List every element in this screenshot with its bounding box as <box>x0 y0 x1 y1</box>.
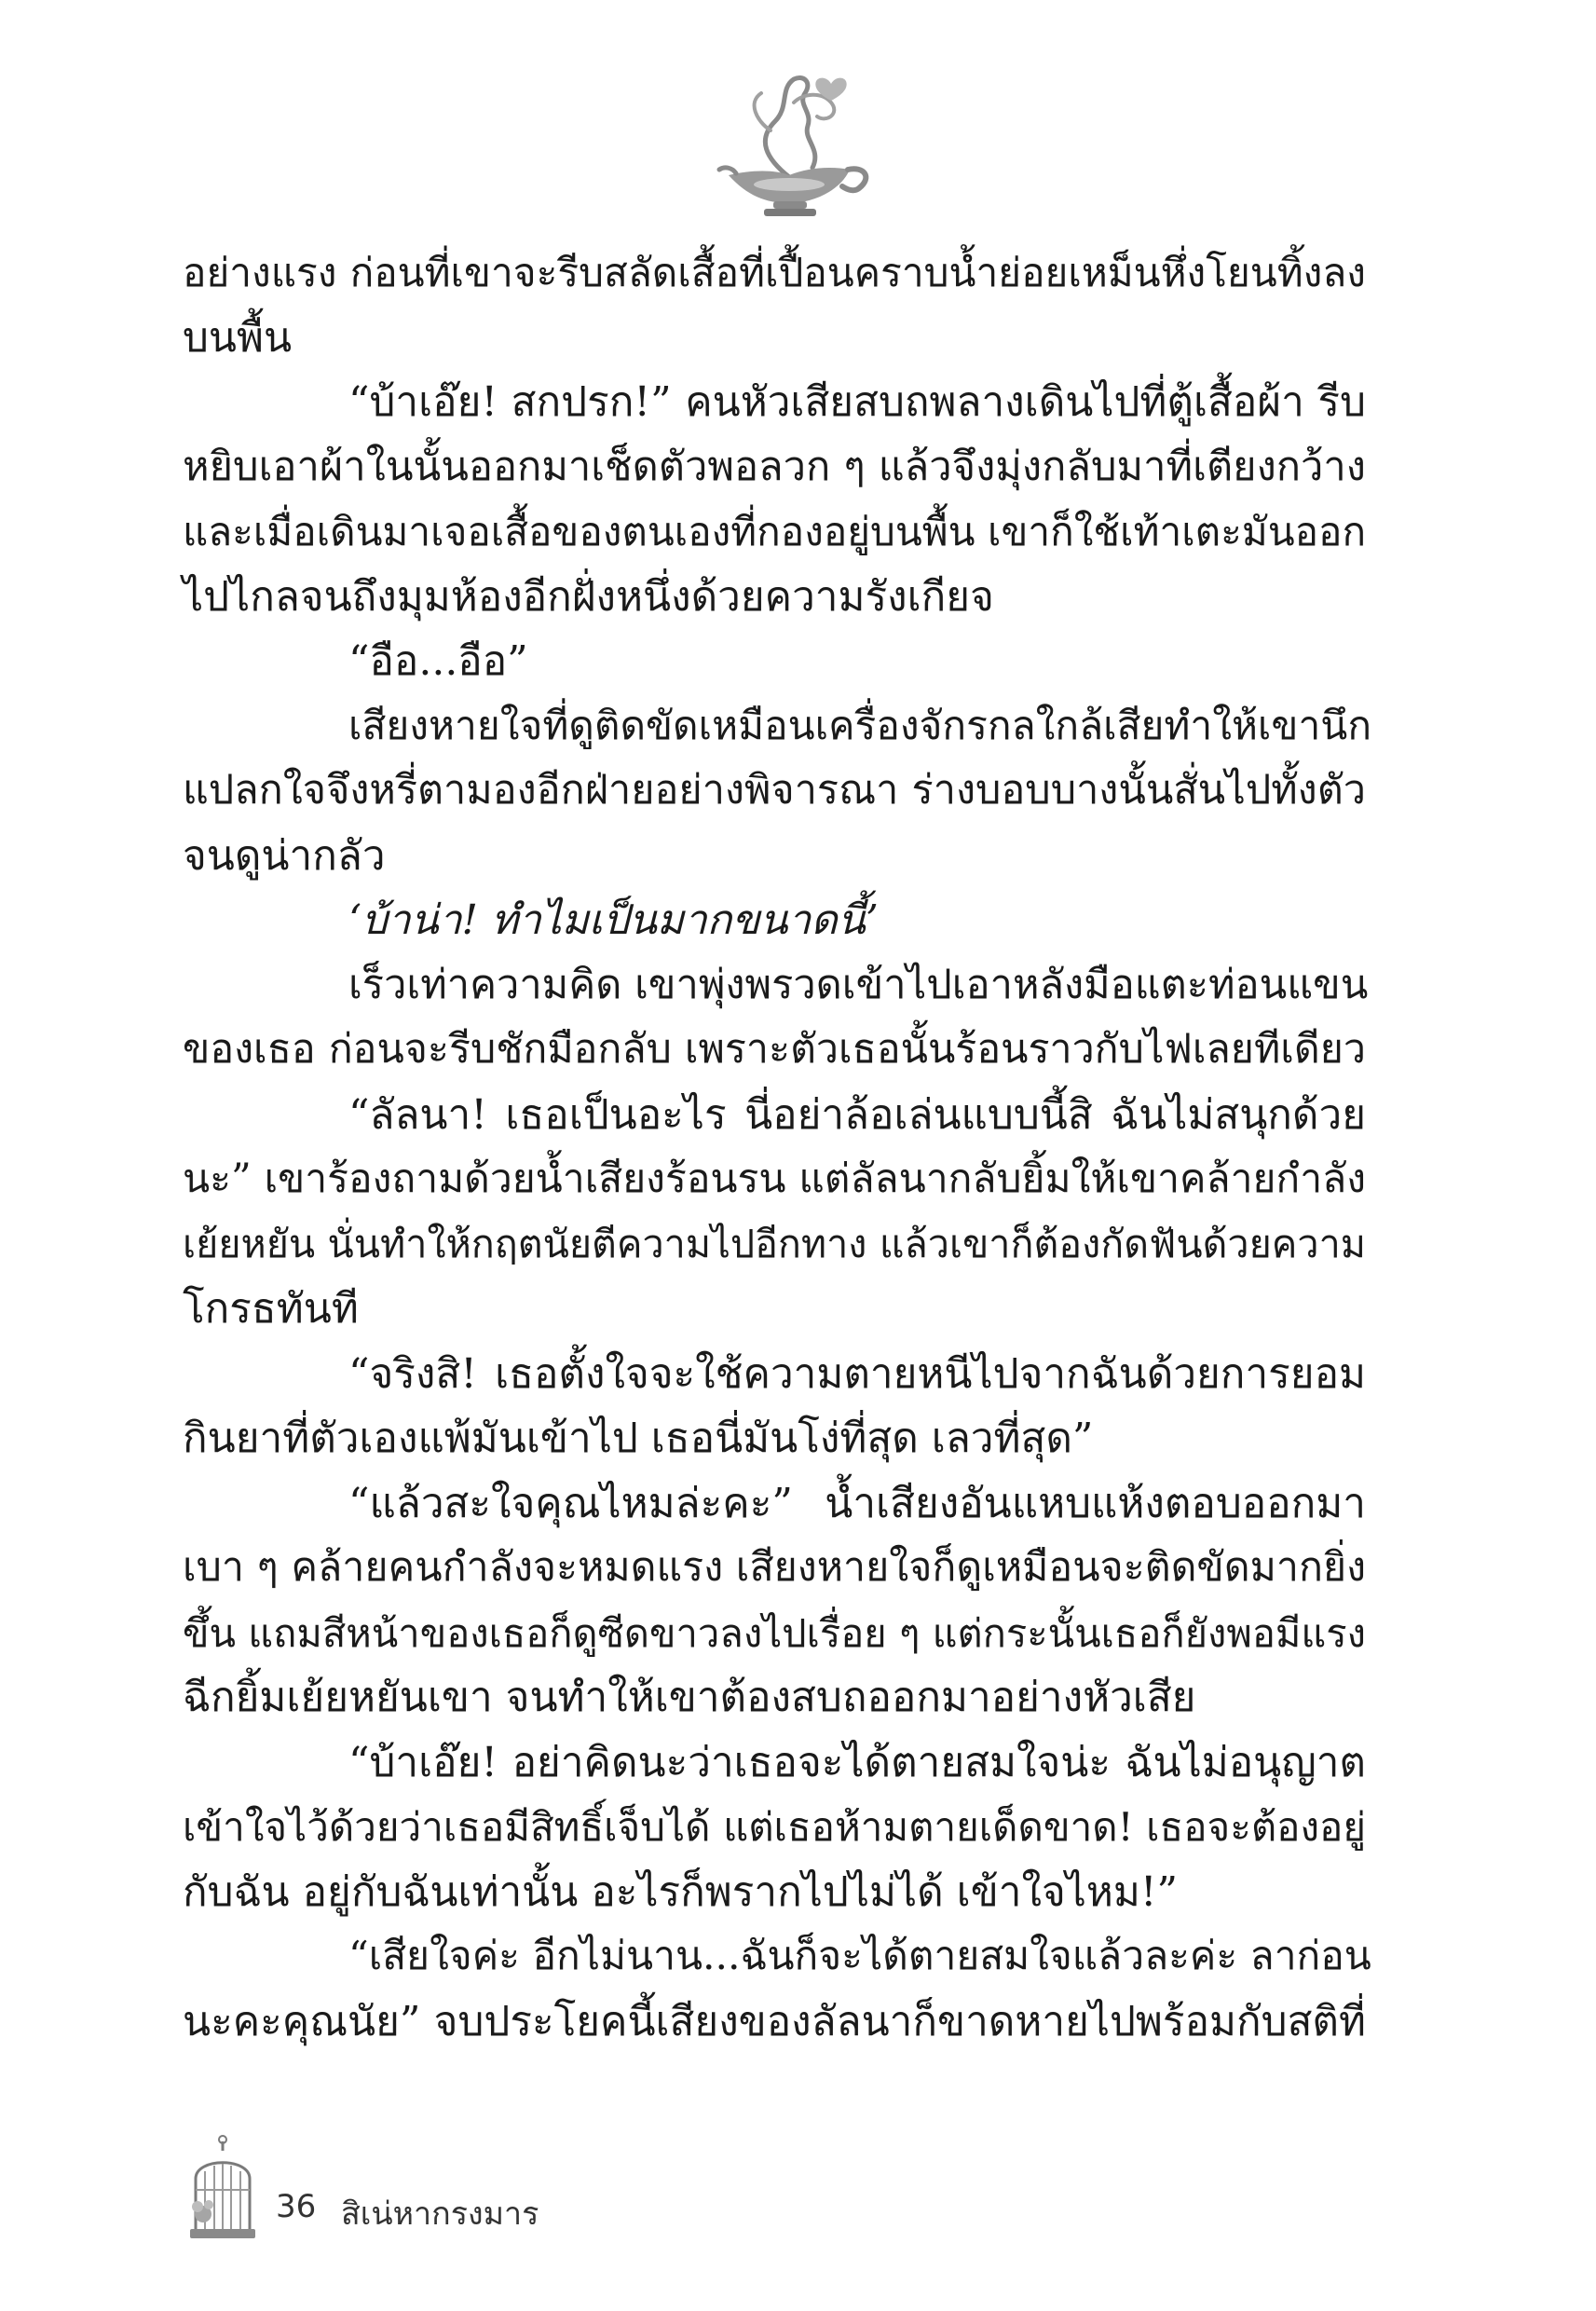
text-line: โกรธทันที <box>183 1285 359 1333</box>
text-line: นะ” เขาร้องถามด้วยน้ำเสียงร้อนรน แต่ลัลนากลับยิ้มให้เขาคล้ายกำลัง <box>183 1156 1366 1202</box>
page-footer <box>183 2134 742 2246</box>
text-line: “บ้าเอ๊ย! สกปรก!” คนหัวเสียสบถพลางเดินไปที่ตู้เสื้อผ้า รีบ <box>348 378 1366 426</box>
text-line: เบา ๆ คล้ายคนกำลังจะหมดแรง เสียงหายใจก็ดูเหมือนจะติดขัดมากยิ่ง <box>183 1544 1367 1591</box>
book-title: สิเน่หากรงมาร <box>341 2195 539 2233</box>
text-line: บนพื้น <box>183 313 293 362</box>
text-line: นะคะคุณนัย” จบประโยคนี้เสียงของลัลนาก็ขาดหายไปพร้อมกับสติที่ <box>183 1997 1366 2045</box>
text-line: เข้าใจไว้ด้วยว่าเธอมีสิทธิ์เจ็บได้ แต่เธอห้ามตายเด็ดขาด! เธอจะต้องอยู่ <box>183 1804 1366 1850</box>
page-number: 36 <box>276 2188 317 2225</box>
birdcage-icon <box>183 2134 263 2246</box>
text-line: เสียงหายใจที่ดูติดขัดเหมือนเครื่องจักรกลใกล้เสียทำให้เขานึก <box>348 703 1372 749</box>
text-line: “บ้าเอ๊ย! อย่าคิดนะว่าเธอจะได้ตายสมใจน่ะ ฉันไม่อนุญาต <box>348 1738 1366 1786</box>
text-line: ขึ้น แถมสีหน้าของเธอก็ดูซีดขาวลงไปเรื่อย ๆ แต่กระนั้นเธอก็ยังพอมีแรง <box>183 1609 1366 1656</box>
text-line: อย่างแรง ก่อนที่เขาจะรีบสลัดเสื้อที่เปื้อนคราบน้ำย่อยเหม็นหึ่งโยนทิ้งลง <box>183 250 1366 295</box>
genie-lamp-icon <box>701 65 878 224</box>
text-line: เย้ยหยัน นั่นทำให้กฤตนัยตีความไปอีกทาง แล้วเขาก็ต้องกัดฟันด้วยความ <box>183 1221 1366 1266</box>
text-line: ฉีกยิ้มเย้ยหยันเขา จนทำให้เขาต้องสบถออกมาอย่างหัวเสีย <box>183 1674 1196 1721</box>
body-text <box>183 240 1372 2054</box>
text-line: “เสียใจค่ะ อีกไม่นาน...ฉันก็จะได้ตายสมใจแล้วละค่ะ ลาก่อน <box>348 1934 1371 1979</box>
text-line: ‘บ้าน่า! ทำไมเป็นมากขนาดนี้’ <box>348 896 879 944</box>
text-line: ของเธอ ก่อนจะรีบชักมือกลับ เพราะตัวเธอนั้นร้อนราวกับไฟเลยทีเดียว <box>183 1026 1366 1073</box>
text-line: กับฉัน อยู่กับฉันเท่านั้น อะไรก็พรากไปไม่ได้ เข้าใจไหม!” <box>183 1867 1179 1916</box>
text-line: “อือ...อือ” <box>348 637 528 685</box>
text-line: กินยาที่ตัวเองแพ้มันเข้าไป เธอนี่มันโง่ที่สุด เลวที่สุด” <box>183 1415 1094 1462</box>
text-line: “แล้วสะใจคุณไหมล่ะคะ” น้ำเสียงอันแหบแห้งตอบออกมา <box>348 1479 1366 1527</box>
text-line: เร็วเท่าความคิด เขาพุ่งพรวดเข้าไปเอาหลังมือแตะท่อนแขน <box>348 961 1369 1008</box>
text-line: ไปไกลจนถึงมุมห้องอีกฝั่งหนึ่งด้วยความรังเกียจ <box>183 572 994 621</box>
text-line: “ลัลนา! เธอเป็นอะไร นี่อย่าล้อเล่นแบบนี้สิ ฉันไม่สนุกด้วย <box>348 1090 1366 1139</box>
text-line: และเมื่อเดินมาเจอเสื้อของตนเองที่กองอยู่บนพื้น เขาก็ใช้เท้าเตะมันออก <box>183 509 1367 554</box>
text-line: “จริงสิ! เธอตั้งใจจะใช้ความตายหนีไปจากฉันด้วยการยอม <box>348 1349 1366 1398</box>
text-line: จนดูน่ากลัว <box>183 831 386 880</box>
text-line: หยิบเอาผ้าในนั้นออกมาเช็ดตัวพอลวก ๆ แล้วจึงมุ่งกลับมาที่เตียงกว้าง <box>183 443 1366 490</box>
text-line: แปลกใจจึงหรี่ตามองอีกฝ่ายอย่างพิจารณา ร่างบอบบางนั้นสั่นไปทั้งตัว <box>183 767 1366 814</box>
